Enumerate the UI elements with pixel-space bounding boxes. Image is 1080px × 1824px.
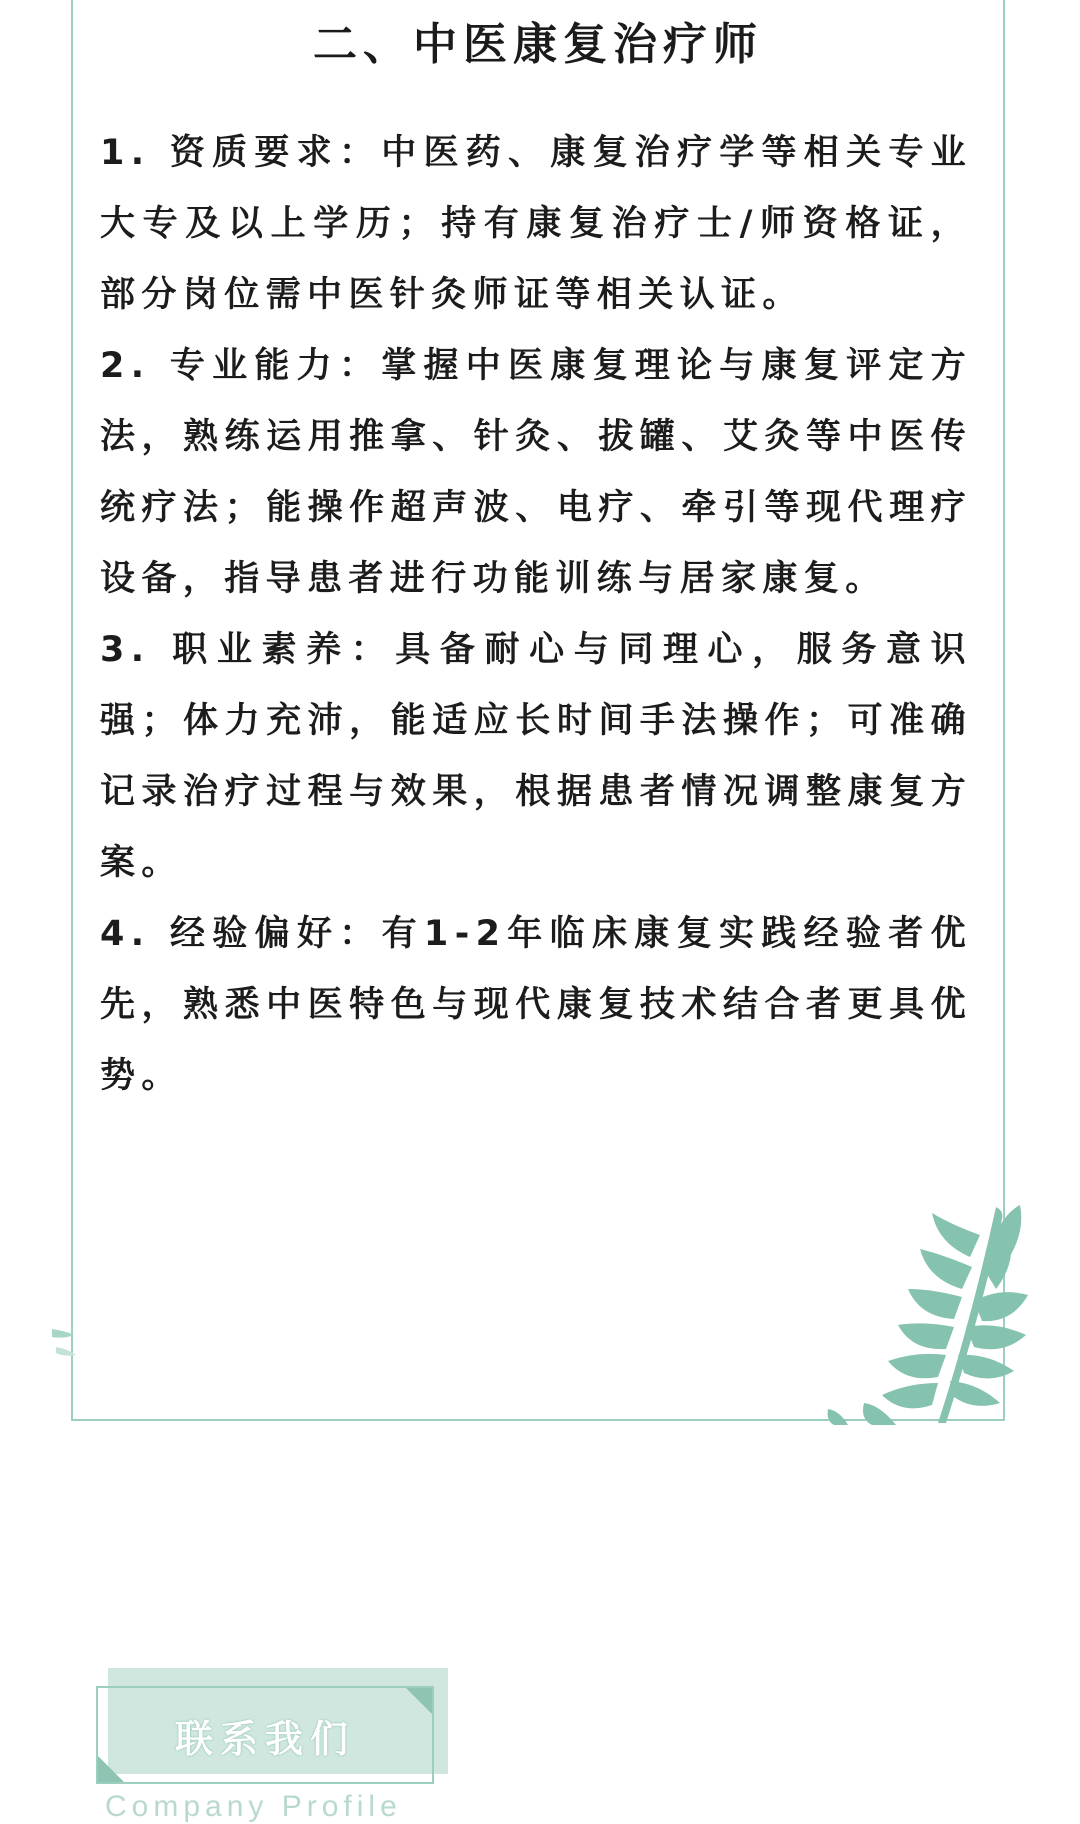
contact-us-button[interactable] [96, 1686, 434, 1784]
fern-leaf-icon [820, 1205, 1030, 1425]
corner-triangle-decoration [406, 1688, 432, 1714]
contact-section [96, 1668, 452, 1788]
contact-us-label: 联系我们 [174, 1716, 355, 1761]
requirements-list [100, 118, 972, 1112]
requirement-professional-quality: 3. 职业素养：具备耐心与同理心，服务意识强；体力充沛，能适应长时间手法操作；可准确记录治疗过程与效果，根据患者情况调整康复方案。 [100, 630, 972, 883]
corner-triangle-decoration [98, 1756, 124, 1782]
requirement-professional-ability: 2. 专业能力：掌握中医康复理论与康复评定方法，熟练运用推拿、针灸、拔罐、艾灸等中医传统疗法；能操作超声波、电疗、牵引等现代理疗设备，指导患者进行功能训练与居家康复。 [100, 346, 972, 599]
company-profile-subtitle: Company Profile [105, 1790, 402, 1823]
requirement-experience: 4. 经验偏好：有1-2年临床康复实践经验者优先，熟悉中医特色与现代康复技术结合者更具优势。 [100, 914, 972, 1096]
requirement-qualification: 1. 资质要求：中医药、康复治疗学等相关专业大专及以上学历；持有康复治疗士/师资格证，部分岗位需中医针灸师证等相关认证。 [100, 133, 972, 315]
leaf-sprig-icon [50, 1325, 78, 1361]
section-title: 二、中医康复治疗师 [313, 19, 763, 70]
